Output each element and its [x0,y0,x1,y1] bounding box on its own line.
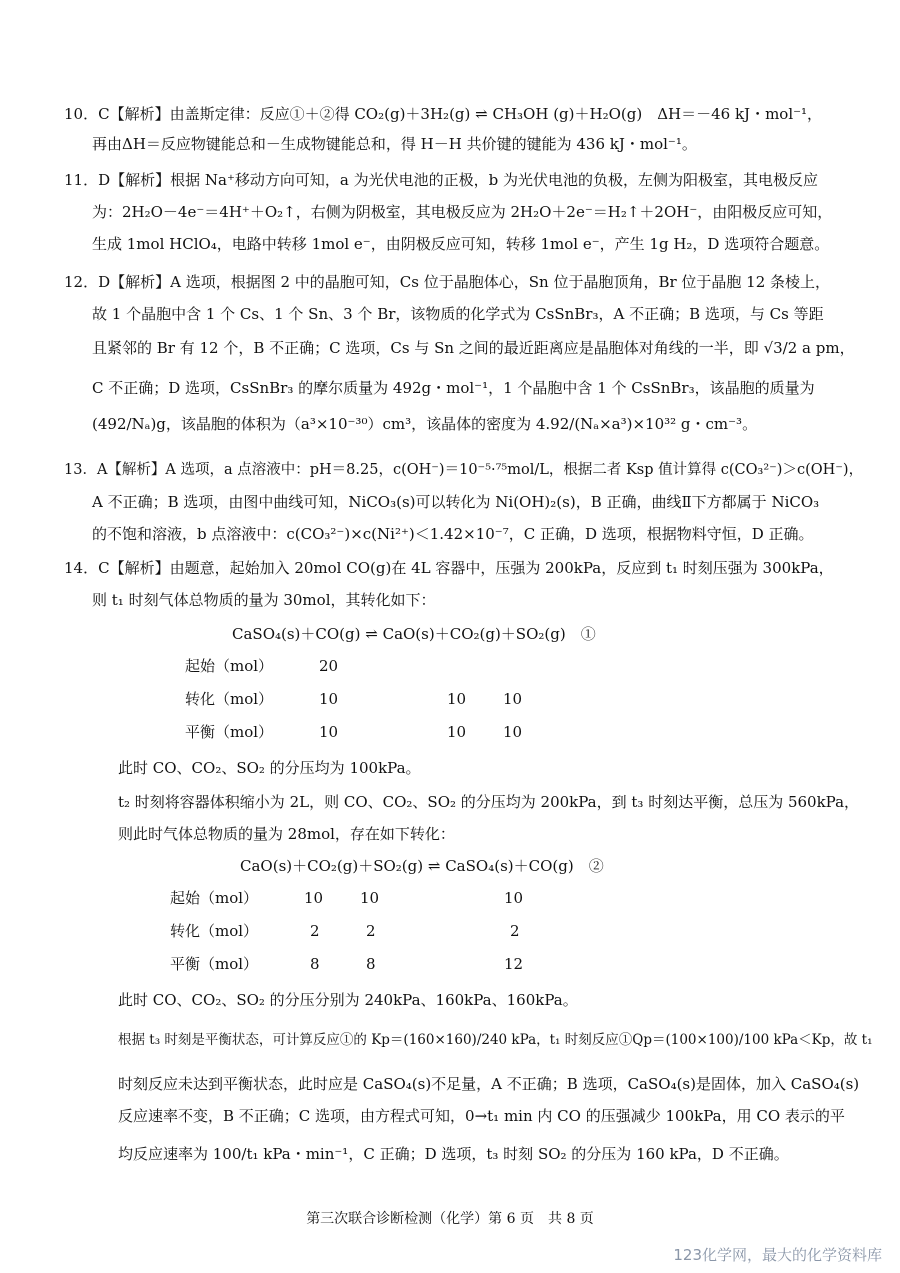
answer-12-line-2: 故 1 个晶胞中含 1 个 Cs、1 个 Sn、3 个 Br，该物质的化学式为 CsSnBr₃，A 不正确；B 选项，与 Cs 等距 [92,305,824,323]
table-cell: 10 [447,723,467,741]
answer-14-line-2: 则 t₁ 时刻气体总物质的量为 30mol，其转化如下： [92,591,436,609]
reaction-1-equation: CaSO₄(s)＋CO(g) ⇌ CaO(s)＋CO₂(g)＋SO₂(g) ① [232,625,596,643]
answer-14-line-10: 均反应速率为 100/t₁ kPa・min⁻¹，C 正确；D 选项，t₃ 时刻 SO₂ 的分压为 160 kPa，D 不正确。 [118,1145,789,1163]
table-row-label: 转化（mol） [170,922,259,940]
watermark-text: 123化学网，最大的化学资料库 [673,1246,882,1264]
answer-14-line-9: 反应速率不变，B 不正确；C 选项，由方程式可知，0→t₁ min 内 CO 的压强减少 100kPa，用 CO 表示的平 [118,1107,845,1125]
answer-11-line-1: 11．D【解析】根据 Na⁺移动方向可知，a 为光伏电池的正极，b 为光伏电池的负极，左侧为阳极室，其电极反应 [64,171,818,189]
table-cell: 10 [504,889,524,907]
table-cell: 2 [310,922,320,940]
answer-14-line-7: 根据 t₃ 时刻是平衡状态，可计算反应①的 Kp＝(160×160)/240 kPa，t₁ 时刻反应①Qp＝(100×100)/100 kPa＜Kp，故 t₁ [118,1032,873,1048]
answer-10-line-2: 再由ΔH＝反应物键能总和－生成物键能总和，得 H－H 共价键的键能为 436 kJ・mol⁻¹。 [92,135,697,153]
reaction-2-table [170,888,590,988]
answer-13-line-1: 13．A【解析】A 选项，a 点溶液中：pH＝8.25，c(OH⁻)＝10⁻⁵·⁷⁵mol/L，根据二者 Ksp 值计算得 c(CO₃²⁻)＞c(OH⁻)， [64,462,864,478]
answer-12-line-5: (492/Nₐ)g，该晶胞的体积为（a³×10⁻³⁰）cm³，该晶体的密度为 4.92/(Nₐ×a³)×10³² g・cm⁻³。 [92,415,758,433]
table-cell: 10 [503,723,523,741]
answer-14-line-3: 此时 CO、CO₂、SO₂ 的分压均为 100kPa。 [118,759,421,777]
answer-14-line-6: 此时 CO、CO₂、SO₂ 的分压分别为 240kPa、160kPa、160kPa。 [118,991,578,1009]
page-footer: 第三次联合诊断检测（化学）第 6 页 共 8 页 [306,1211,594,1227]
table-row-label: 起始（mol） [170,889,259,907]
table-cell: 2 [366,922,376,940]
answer-12-line-1: 12．D【解析】A 选项，根据图 2 中的晶胞可知，Cs 位于晶胞体心，Sn 位于晶胞顶角，Br 位于晶胞 12 条棱上， [64,273,831,291]
table-cell: 10 [319,723,339,741]
answer-13-line-3: 的不饱和溶液，b 点溶液中：c(CO₃²⁻)×c(Ni²⁺)＜1.42×10⁻⁷，C 正确，D 选项，根据物料守恒，D 正确。 [92,525,814,543]
table-cell: 10 [503,690,523,708]
table-row-label: 起始（mol） [185,657,274,675]
reaction-1-table [185,656,605,756]
table-cell: 8 [366,955,376,973]
table-cell: 20 [319,657,339,675]
answer-10-line-1: 10．C【解析】由盖斯定律：反应①＋②得 CO₂(g)＋3H₂(g) ⇌ CH₃OH (g)＋H₂O(g) ΔH＝－46 kJ・mol⁻¹， [64,105,823,123]
table-cell: 8 [310,955,320,973]
answer-12-line-4: C 不正确；D 选项，CsSnBr₃ 的摩尔质量为 492g・mol⁻¹，1 个晶胞中含 1 个 CsSnBr₃，该晶胞的质量为 [92,379,815,397]
table-cell: 10 [447,690,467,708]
answer-11-line-3: 生成 1mol HClO₄，电路中转移 1mol e⁻，由阴极反应可知，转移 1mol e⁻，产生 1g H₂，D 选项符合题意。 [92,235,830,253]
table-cell: 2 [510,922,520,940]
answer-14-line-4: t₂ 时刻将容器体积缩小为 2L，则 CO、CO₂、SO₂ 的分压均为 200kPa，到 t₃ 时刻达平衡，总压为 560kPa， [118,793,860,811]
answer-14-line-5: 则此时气体总物质的量为 28mol，存在如下转化： [118,825,455,843]
answer-13-line-2: A 不正确；B 选项，由图中曲线可知，NiCO₃(s)可以转化为 Ni(OH)₂(s)，B 正确，曲线Ⅱ下方都属于 NiCO₃ [92,493,820,511]
table-row-label: 转化（mol） [185,690,274,708]
table-cell: 10 [360,889,380,907]
answer-14-line-8: 时刻反应未达到平衡状态，此时应是 CaSO₄(s)不足量，A 不正确；B 选项，CaSO₄(s)是固体，加入 CaSO₄(s) [118,1075,860,1093]
table-row-label: 平衡（mol） [185,723,274,741]
answer-14-line-1: 14．C【解析】由题意，起始加入 20mol CO(g)在 4L 容器中，压强为 200kPa，反应到 t₁ 时刻压强为 300kPa， [64,559,834,577]
answer-12-line-3: 且紧邻的 Br 有 12 个，B 不正确；C 选项，Cs 与 Sn 之间的最近距离应是晶胞体对角线的一半，即 √3/2 a pm， [92,339,855,357]
table-cell: 10 [319,690,339,708]
answer-11-line-2: 为：2H₂O－4e⁻＝4H⁺＋O₂↑，右侧为阴极室，其电极反应为 2H₂O＋2e⁻＝H₂↑＋2OH⁻，由阳极反应可知， [92,203,833,221]
reaction-2-equation: CaO(s)＋CO₂(g)＋SO₂(g) ⇌ CaSO₄(s)＋CO(g) ② [240,857,604,875]
table-row-label: 平衡（mol） [170,955,259,973]
table-cell: 12 [504,955,524,973]
table-cell: 10 [304,889,324,907]
